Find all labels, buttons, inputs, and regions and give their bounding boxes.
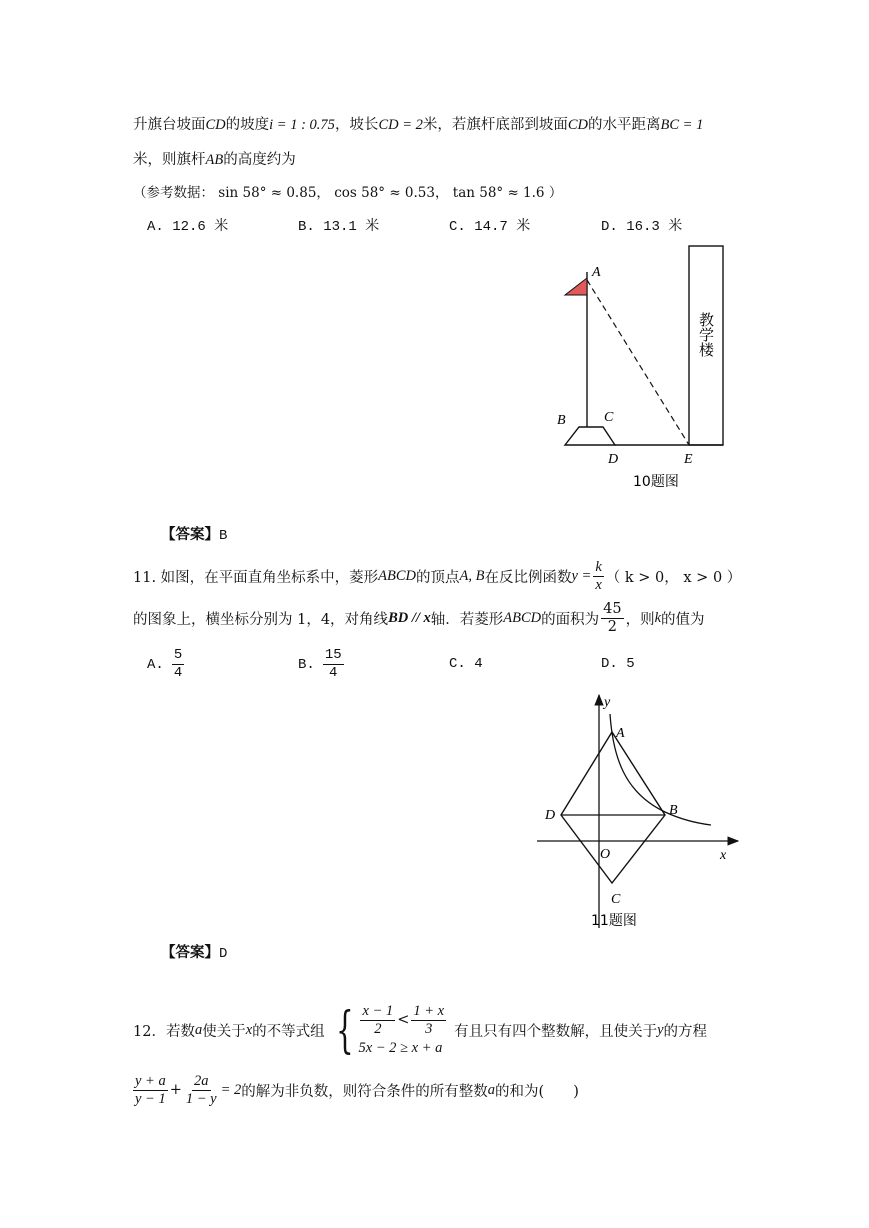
numerator: y + a	[135, 1072, 166, 1089]
option-text: 5	[626, 656, 635, 672]
text: 的面积为	[541, 611, 600, 628]
answer-value: D	[219, 946, 228, 962]
math-y-equals: y =	[571, 567, 592, 584]
label-o: O	[600, 847, 611, 862]
fraction	[360, 1003, 395, 1038]
numerator: k	[595, 558, 602, 575]
numerator: x − 1	[362, 1002, 394, 1019]
answer-value: B	[219, 528, 228, 544]
q11-answer	[161, 941, 227, 962]
text: 的高度约为	[223, 152, 296, 168]
q11-option-b	[298, 647, 346, 682]
label-d: D	[545, 808, 556, 823]
answer-label: 【答案】	[161, 526, 219, 543]
figure-caption: 11题图	[591, 913, 637, 929]
label-c: C	[604, 410, 614, 425]
math-cd: CD	[205, 117, 226, 133]
equation-rhs: = 2	[220, 1081, 242, 1098]
text: 的值为	[661, 611, 705, 628]
label-y: y	[604, 695, 611, 710]
denominator: 1 − y	[185, 1090, 217, 1107]
inequality-system	[329, 1000, 448, 1060]
text: 的顶点	[416, 569, 460, 586]
label-e: E	[684, 452, 693, 467]
text: 12．若数	[133, 1023, 195, 1040]
denominator: y − 1	[135, 1090, 166, 1107]
label-d: D	[608, 452, 619, 467]
answer-label: 【答案】	[161, 944, 219, 961]
q10-line1	[133, 113, 703, 134]
inequality-2: 5x − 2 ≥ x + a	[358, 1039, 443, 1056]
label-x: x	[720, 848, 727, 863]
text: 的解为非负数，则符合条件的所有整数	[241, 1083, 488, 1100]
text: （ k > 0， x > 0 ）	[605, 569, 742, 586]
text: 米，若旗杆底部到坡面	[422, 117, 568, 133]
q10-option-b: B. 13.1 米	[298, 219, 380, 235]
sight-line-ae	[587, 280, 689, 445]
math-x: x	[245, 1021, 253, 1038]
denominator: 4	[173, 665, 183, 681]
text: 轴．若菱形	[430, 611, 504, 628]
numerator: 45	[603, 600, 622, 617]
operator: <	[397, 1012, 410, 1028]
text: 有且只有四个整数解，且使关于	[454, 1023, 658, 1040]
math-a: a	[487, 1081, 496, 1098]
math-k: k	[654, 609, 662, 626]
denominator: 2	[607, 618, 617, 635]
text: 使关于	[202, 1023, 246, 1040]
text: 的和为( )	[495, 1083, 579, 1100]
math-cd: CD	[567, 117, 589, 133]
fraction-k-over-x	[593, 559, 603, 594]
option-letter: A.	[147, 656, 164, 673]
fraction-2	[184, 1073, 219, 1108]
inequality-lines	[358, 1003, 448, 1058]
option-text: 4	[474, 656, 483, 672]
text: ，坡长	[334, 117, 379, 133]
label-a: A	[616, 726, 625, 741]
q10-answer	[161, 523, 227, 544]
q10-option-c: C. 14.7 米	[449, 219, 531, 235]
option-letter: B.	[298, 656, 315, 673]
fraction	[411, 1003, 446, 1038]
math-ab: AB	[205, 152, 224, 168]
text: 米，则旗杆	[133, 152, 206, 168]
numerator: 5	[173, 647, 183, 663]
q12-line2	[133, 1068, 579, 1112]
flag-platform	[565, 427, 615, 445]
text: 11. 如图，在平面直角坐标系中，菱形	[133, 569, 379, 586]
math-bd-parallel: BD // x	[388, 609, 431, 626]
denominator: x	[595, 576, 602, 593]
left-brace: {	[335, 1001, 354, 1059]
text: 的不等式组	[252, 1023, 325, 1040]
math-bc: BC = 1	[660, 117, 704, 133]
fraction-45-over-2	[601, 601, 623, 636]
option-fraction	[323, 647, 344, 682]
label-a: A	[592, 265, 601, 280]
math-abcd: ABCD	[503, 609, 542, 626]
numerator: 15	[324, 647, 342, 663]
q11-figure	[525, 688, 765, 938]
flag	[565, 278, 587, 295]
label-c: C	[611, 892, 621, 907]
q10-option-d: D. 16.3 米	[601, 219, 683, 235]
math-y: y	[657, 1021, 664, 1038]
option-fraction	[172, 647, 184, 682]
option-letter: C.	[449, 656, 466, 672]
q10-figure	[545, 240, 755, 490]
q12-line1	[133, 998, 707, 1062]
q10-line2	[133, 148, 296, 169]
q11-option-a	[147, 647, 186, 682]
q11-line1	[133, 556, 741, 596]
operator: +	[169, 1082, 182, 1098]
figure-caption: 10题图	[633, 474, 679, 490]
label-b: B	[557, 413, 566, 428]
denominator: 3	[425, 1020, 433, 1037]
text: 升旗台坡面	[133, 117, 206, 133]
q11-option-c	[449, 656, 483, 672]
label-b: B	[669, 803, 678, 818]
q11-line2	[133, 598, 705, 638]
math-ab: A, B	[459, 567, 485, 584]
inequality-1	[358, 1003, 448, 1038]
math-abcd: ABCD	[378, 567, 417, 584]
math-slope: i = 1 : 0.75	[269, 117, 335, 133]
text: 的方程	[663, 1023, 708, 1040]
denominator: 4	[329, 665, 338, 681]
rhombus-abcd	[561, 732, 665, 883]
math-a: a	[194, 1021, 203, 1038]
numerator: 2a	[194, 1072, 209, 1089]
fraction-1	[133, 1073, 168, 1108]
text: 的图象上，横坐标分别为 1，4，对角线	[133, 611, 389, 628]
q10-option-a: A. 12.6 米	[147, 219, 229, 235]
text: 在反比例函数	[484, 569, 572, 586]
text: ，则	[625, 611, 655, 628]
text: 的水平距离	[588, 117, 661, 133]
q10-reference-data: （参考数据： sin 58° ≈ 0.85， cos 58° ≈ 0.53， tan 58° ≈ 1.6 ）	[133, 185, 563, 201]
q11-option-d	[601, 656, 635, 672]
numerator: 1 + x	[413, 1002, 445, 1019]
option-letter: D.	[601, 656, 618, 672]
math-length: CD = 2	[378, 117, 423, 133]
denominator: 2	[374, 1020, 382, 1037]
text: 的坡度	[225, 117, 270, 133]
building-label: 教学楼	[697, 312, 715, 357]
